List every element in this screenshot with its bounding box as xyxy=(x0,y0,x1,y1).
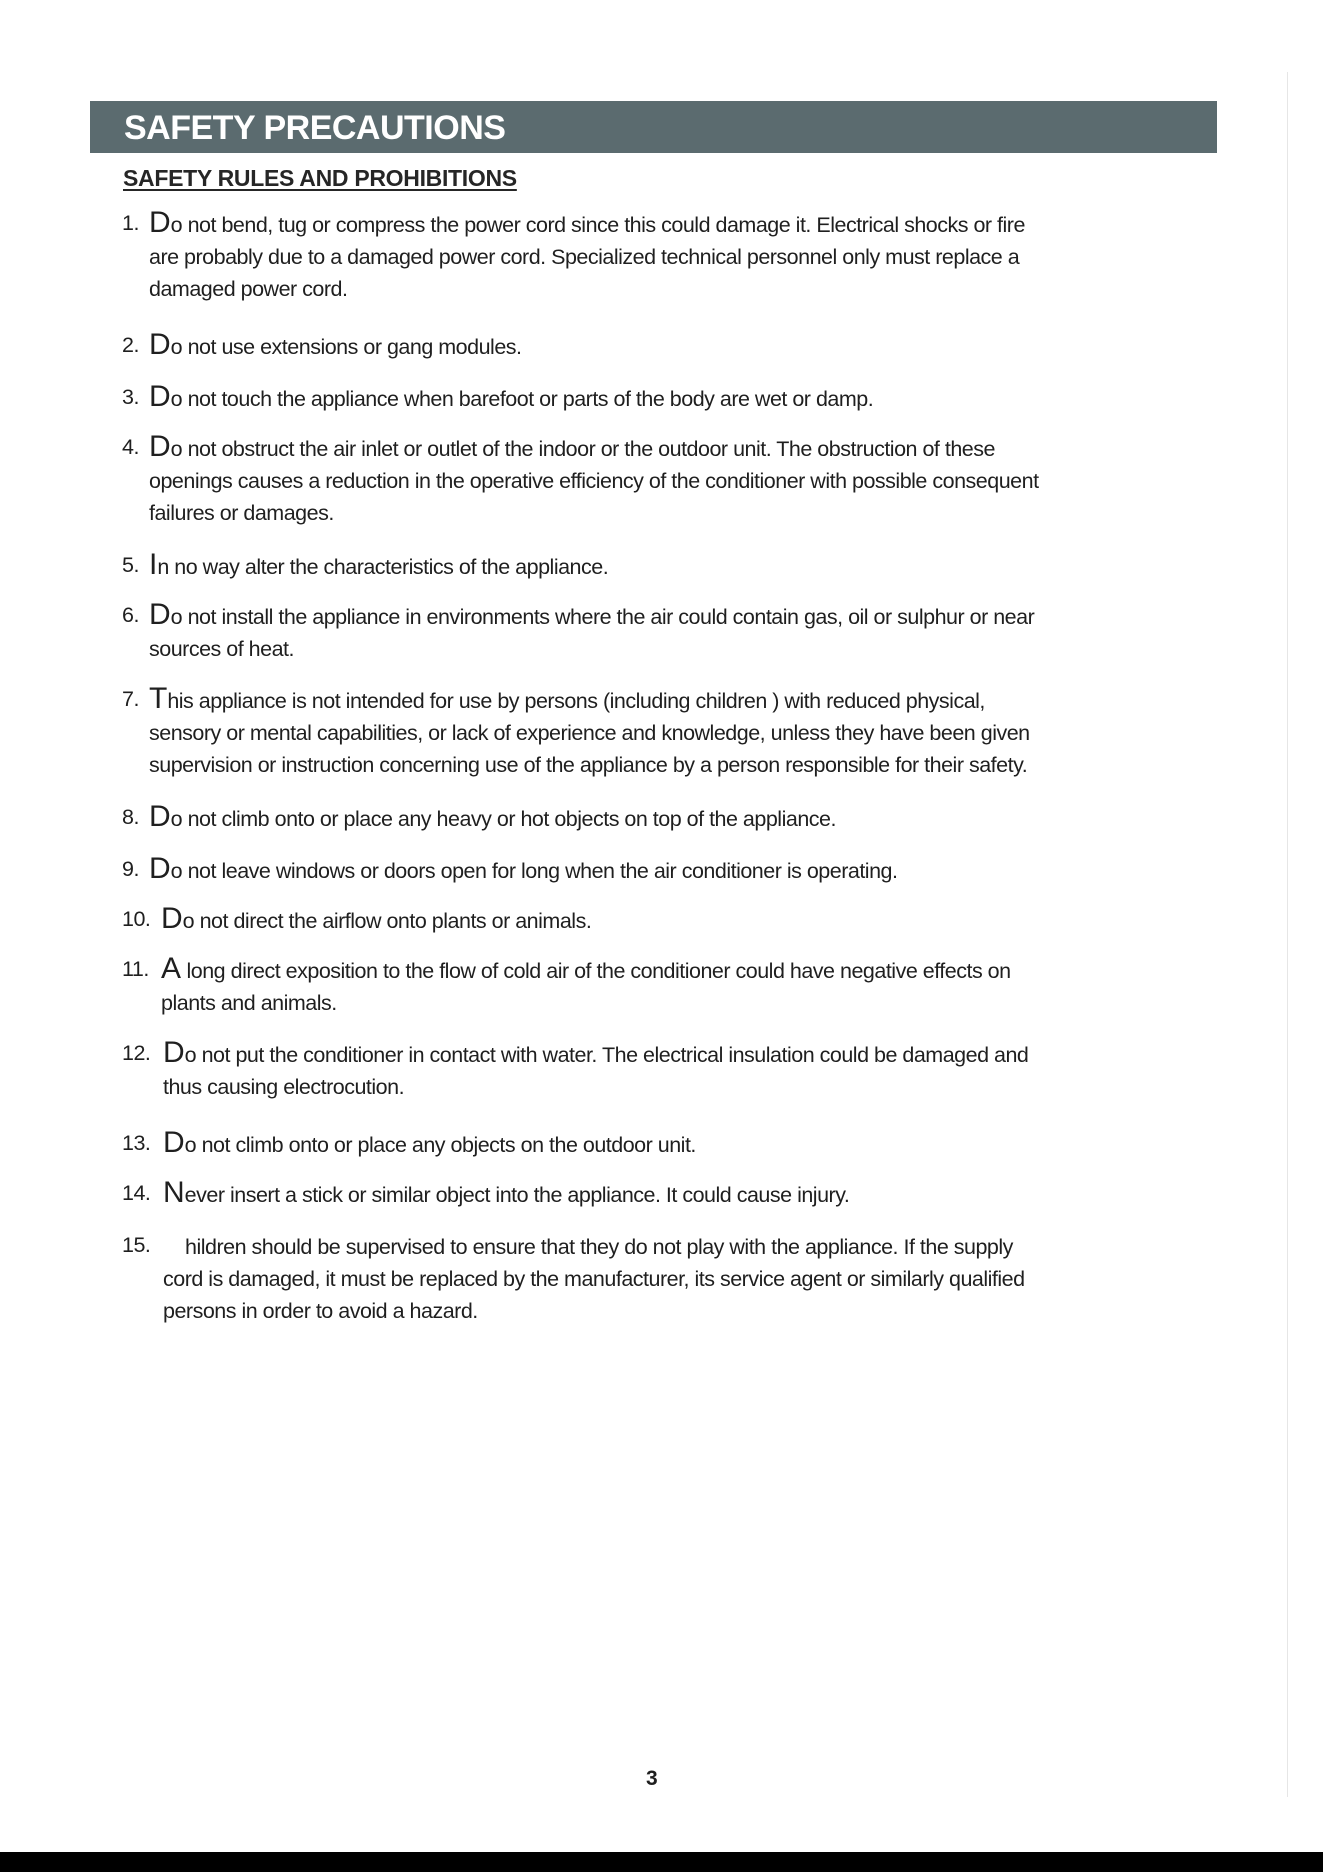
rule-number: 2. xyxy=(122,333,139,357)
rule-text xyxy=(149,598,1034,666)
rule-text xyxy=(149,430,1039,530)
rule-line: Do not touch the appliance when barefoot or parts of the body are wet or damp. xyxy=(149,380,874,413)
rule-initial: D xyxy=(163,1126,185,1159)
rule-line: sensory or mental capabilities, or lack of experience and knowledge, unless they have been given xyxy=(149,721,1030,745)
rule-line: In no way alter the characteristics of the appliance. xyxy=(149,548,609,581)
rule-line: thus causing electrocution. xyxy=(163,1075,405,1099)
rule-text xyxy=(163,1036,1028,1104)
rule-number: 14. xyxy=(122,1181,151,1205)
rule-text xyxy=(161,902,591,938)
rule-text xyxy=(149,800,836,836)
rule-line: Never insert a stick or similar object into the appliance. It could cause injury. xyxy=(163,1176,850,1209)
rule-line: Do not leave windows or doors open for long when the air conditioner is operating. xyxy=(149,852,898,885)
rule-number: 8. xyxy=(122,805,139,829)
section-title: SAFETY PRECAUTIONS xyxy=(124,109,506,147)
rule-initial: D xyxy=(149,852,171,885)
rule-line: Do not direct the airflow onto plants or animals. xyxy=(161,902,592,935)
rule-initial: D xyxy=(161,902,183,935)
rule-initial: T xyxy=(149,682,168,715)
rule-line: openings causes a reduction in the operative efficiency of the conditioner with possible consequent xyxy=(149,469,1039,493)
section-subtitle: SAFETY RULES AND PROHIBITIONS xyxy=(123,165,517,191)
rule-initial: N xyxy=(163,1176,185,1209)
rule-initial: I xyxy=(149,548,158,581)
screen-bottom-bar xyxy=(0,1852,1323,1872)
rule-text xyxy=(161,952,1011,1020)
rule-line: plants and animals. xyxy=(161,991,337,1015)
rule-line: This appliance is not intended for use by persons (including children ) with reduced physical, xyxy=(149,682,985,715)
rule-initial: D xyxy=(149,328,171,361)
rule-text xyxy=(163,1176,849,1212)
rule-initial: D xyxy=(149,598,171,631)
rule-number: 9. xyxy=(122,857,139,881)
rule-number: 13. xyxy=(122,1131,151,1155)
rule-line: Do not climb onto or place any heavy or hot objects on top of the appliance. xyxy=(149,800,836,833)
rule-line: Do not bend, tug or compress the power cord since this could damage it. Electrical shocks or fire xyxy=(149,206,1025,239)
rule-number: 7. xyxy=(122,687,139,711)
rule-number: 15. xyxy=(122,1233,151,1257)
rule-text xyxy=(149,380,873,416)
rule-line: Do not climb onto or place any objects on the outdoor unit. xyxy=(163,1126,696,1159)
rule-line: Do not obstruct the air inlet or outlet of the indoor or the outdoor unit. The obstruction of these xyxy=(149,430,995,463)
rule-initial: A xyxy=(161,952,182,985)
rule-line: are probably due to a damaged power cord. Specialized technical personnel only must replace a xyxy=(149,245,1020,269)
rule-line: persons in order to avoid a hazard. xyxy=(163,1299,478,1323)
page-edge-divider xyxy=(1287,72,1288,1797)
rule-number: 11. xyxy=(122,957,149,981)
rule-number: 3. xyxy=(122,385,139,409)
rule-line: failures or damages. xyxy=(149,501,334,525)
rule-number: 6. xyxy=(122,603,139,627)
rule-text xyxy=(149,682,1030,782)
section-header-banner xyxy=(90,101,1217,153)
rule-line: Do not use extensions or gang modules. xyxy=(149,328,522,361)
rule-initial: D xyxy=(149,206,171,239)
rule-line: damaged power cord. xyxy=(149,277,348,301)
rule-number: 1. xyxy=(122,211,139,235)
rule-text xyxy=(149,206,1025,306)
rule-initial: D xyxy=(163,1036,185,1069)
rule-initial: D xyxy=(149,380,171,413)
rule-number: 12. xyxy=(122,1041,151,1065)
rule-number: 10. xyxy=(122,907,151,931)
rule-text xyxy=(149,548,608,584)
page-number: 3 xyxy=(646,1767,658,1790)
rule-line: Do not install the appliance in environments where the air could contain gas, oil or sulphur or near xyxy=(149,598,1035,631)
rule-line: hildren should be supervised to ensure that they do not play with the appliance. If the supply xyxy=(185,1235,1013,1259)
rule-text xyxy=(163,1228,1025,1328)
rule-text xyxy=(163,1126,696,1162)
rule-line: sources of heat. xyxy=(149,637,294,661)
rule-number: 4. xyxy=(122,435,139,459)
rule-text xyxy=(149,328,522,364)
rule-initial: D xyxy=(149,800,171,833)
rule-line: supervision or instruction concerning use of the appliance by a person responsible for their safety. xyxy=(149,753,1028,777)
rule-number: 5. xyxy=(122,553,139,577)
rule-text xyxy=(149,852,897,888)
rule-line: A long direct exposition to the flow of cold air of the conditioner could have negative effects on xyxy=(161,952,1011,985)
rule-line: Do not put the conditioner in contact with water. The electrical insulation could be damaged and xyxy=(163,1036,1029,1069)
rule-initial: D xyxy=(149,430,171,463)
rule-line: cord is damaged, it must be replaced by the manufacturer, its service agent or similarly qualified xyxy=(163,1267,1025,1291)
